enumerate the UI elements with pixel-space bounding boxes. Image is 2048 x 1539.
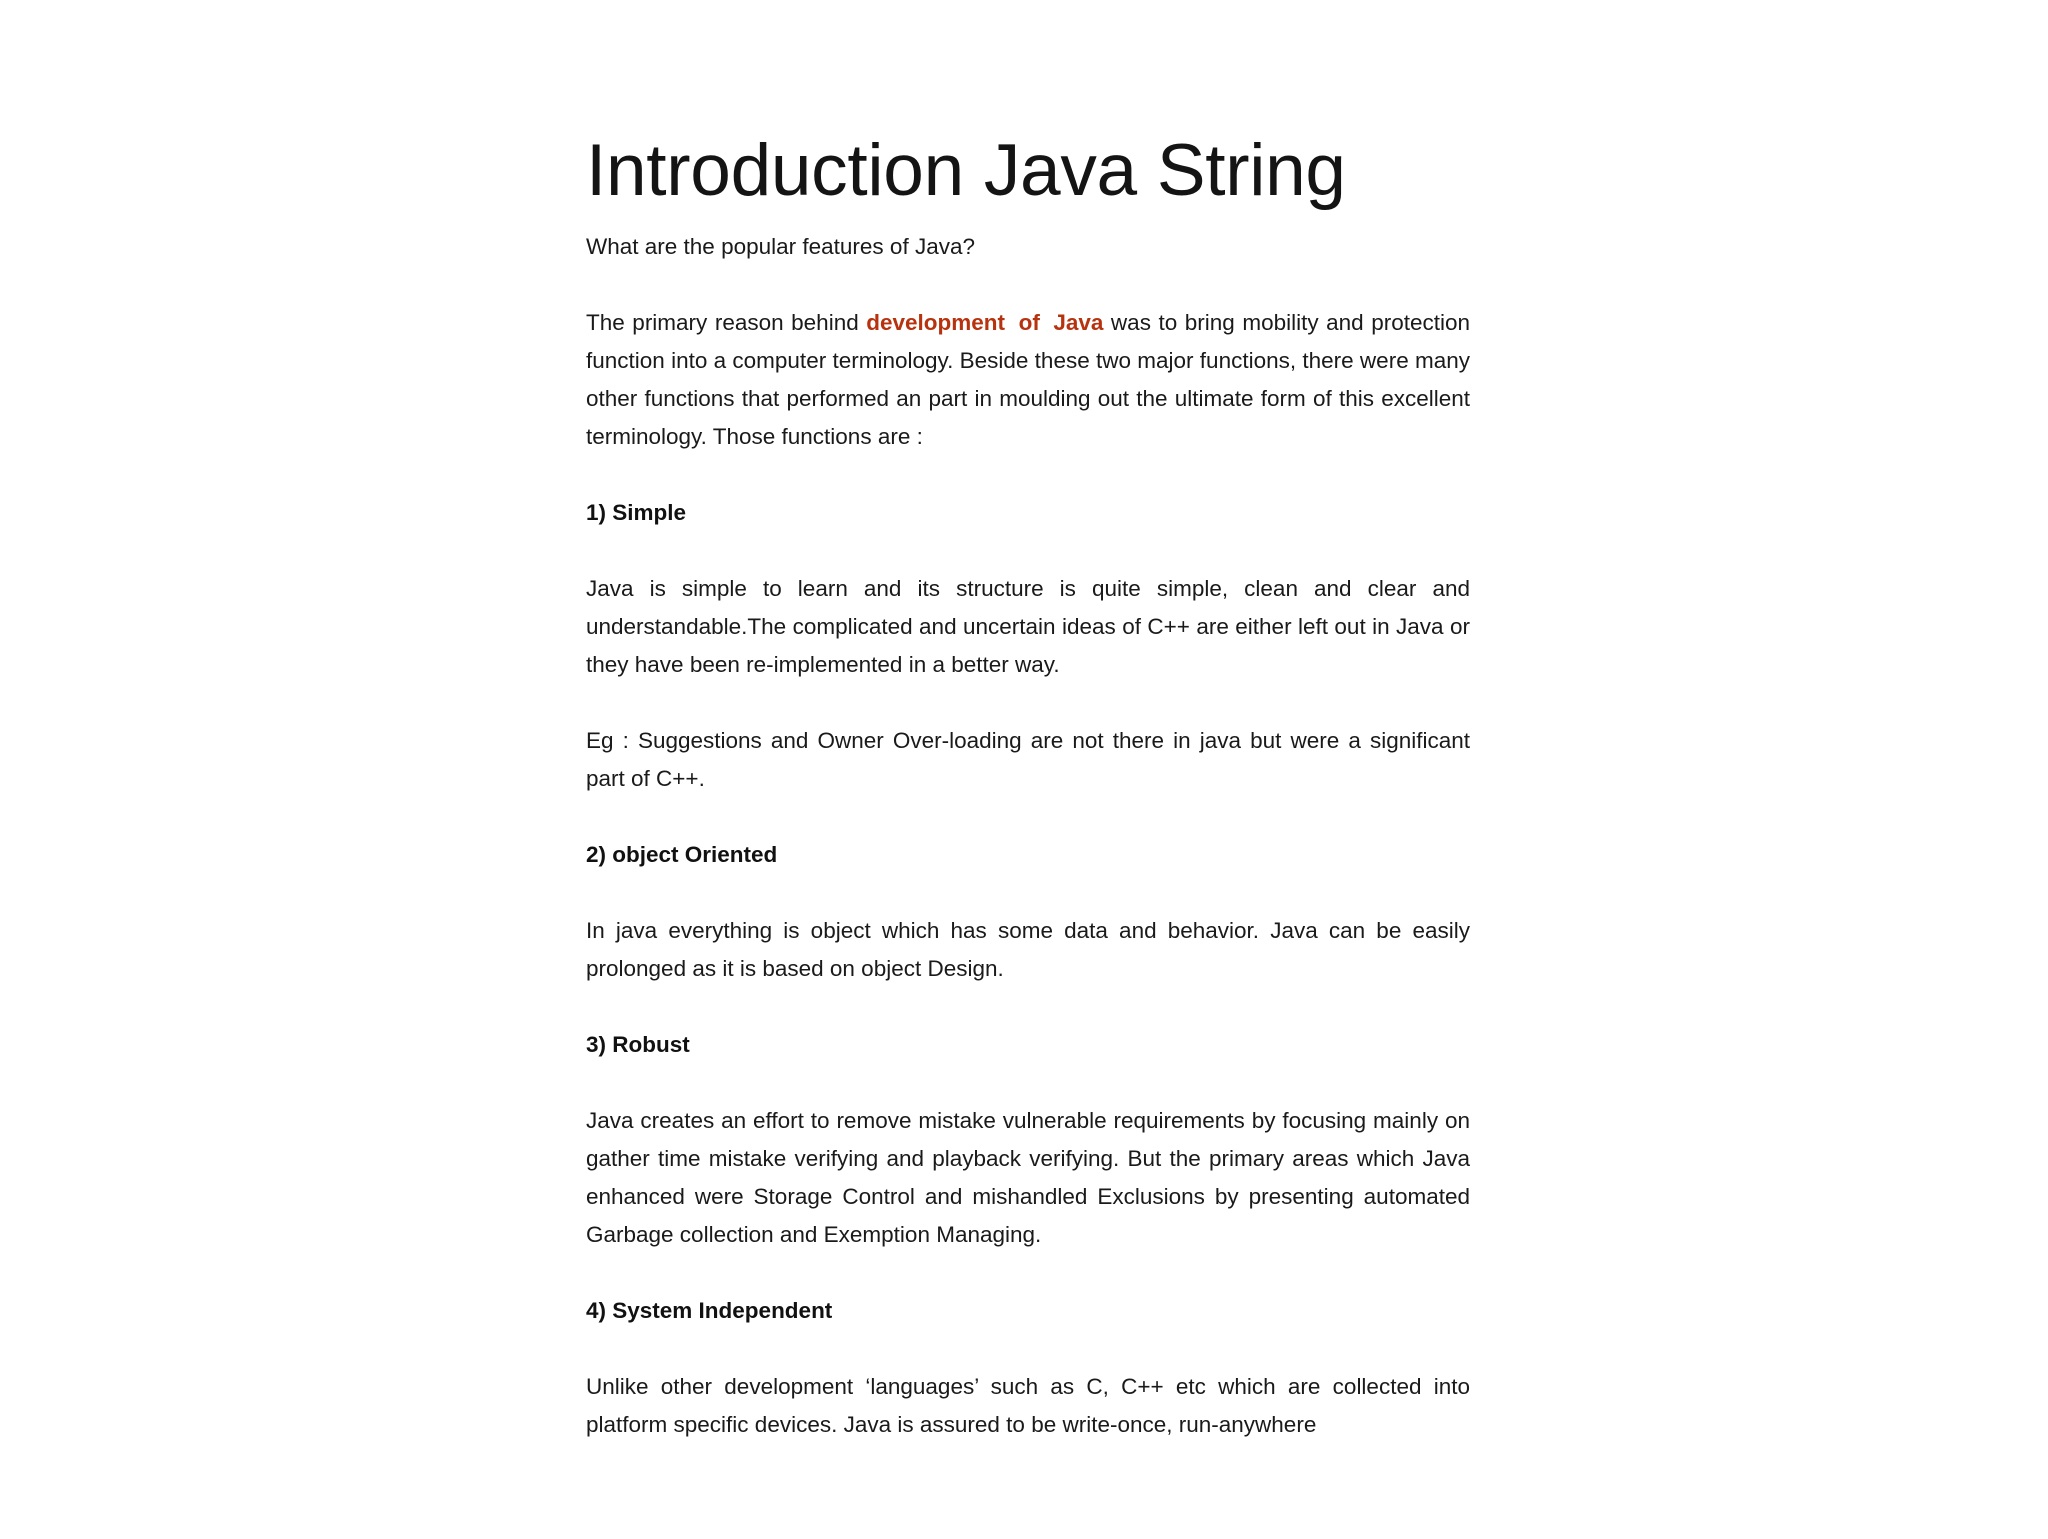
- section-heading-robust: 3) Robust: [586, 1032, 690, 1057]
- intro-text-after-link: was to bring mobility and protection function into a computer terminology. Beside these two major functions, there were many other functions that performed an part in moulding out the ultimate form of this excellent terminology. Those functions are :: [586, 310, 1471, 449]
- section-simple-paragraph-2: Eg : Suggestions and Owner Over-loading are not there in java but were a significant part of C++.: [586, 728, 1470, 791]
- section-heading-system-independent: 4) System Independent: [586, 1298, 833, 1323]
- document-title: Introduction Java String: [586, 130, 1346, 211]
- section-robust-paragraph: Java creates an effort to remove mistake vulnerable requirements by focusing mainly on gather time mistake verifying and playback verifying. But the primary areas which Java enhanced were Storage Control and mishandled Exclusions by presenting automated Garbage collection and Exemption Managing.: [586, 1108, 1470, 1247]
- intro-paragraph: [586, 304, 1470, 456]
- section-system-independent-paragraph: Unlike other development ‘languages’ such as C, C++ etc which are collected into platform specific devices. Java is assured to be write-once, run-anywhere: [586, 1374, 1470, 1437]
- section-heading-simple: 1) Simple: [586, 500, 687, 525]
- document-page: [586, 118, 1470, 1444]
- intro-text-before-link: The primary reason behind: [586, 310, 867, 335]
- development-of-java-link[interactable]: development of Java: [866, 310, 1104, 335]
- section-simple-paragraph-1: Java is simple to learn and its structure is quite simple, clean and clear and understandable.The complicated and uncertain ideas of C++ are either left out in Java or they have been re-implemented in a better way.: [586, 576, 1470, 677]
- document-subtitle: What are the popular features of Java?: [586, 234, 975, 259]
- section-heading-object-oriented: 2) object Oriented: [586, 842, 778, 867]
- section-object-oriented-paragraph: In java everything is object which has some data and behavior. Java can be easily prolonged as it is based on object Design.: [586, 918, 1470, 981]
